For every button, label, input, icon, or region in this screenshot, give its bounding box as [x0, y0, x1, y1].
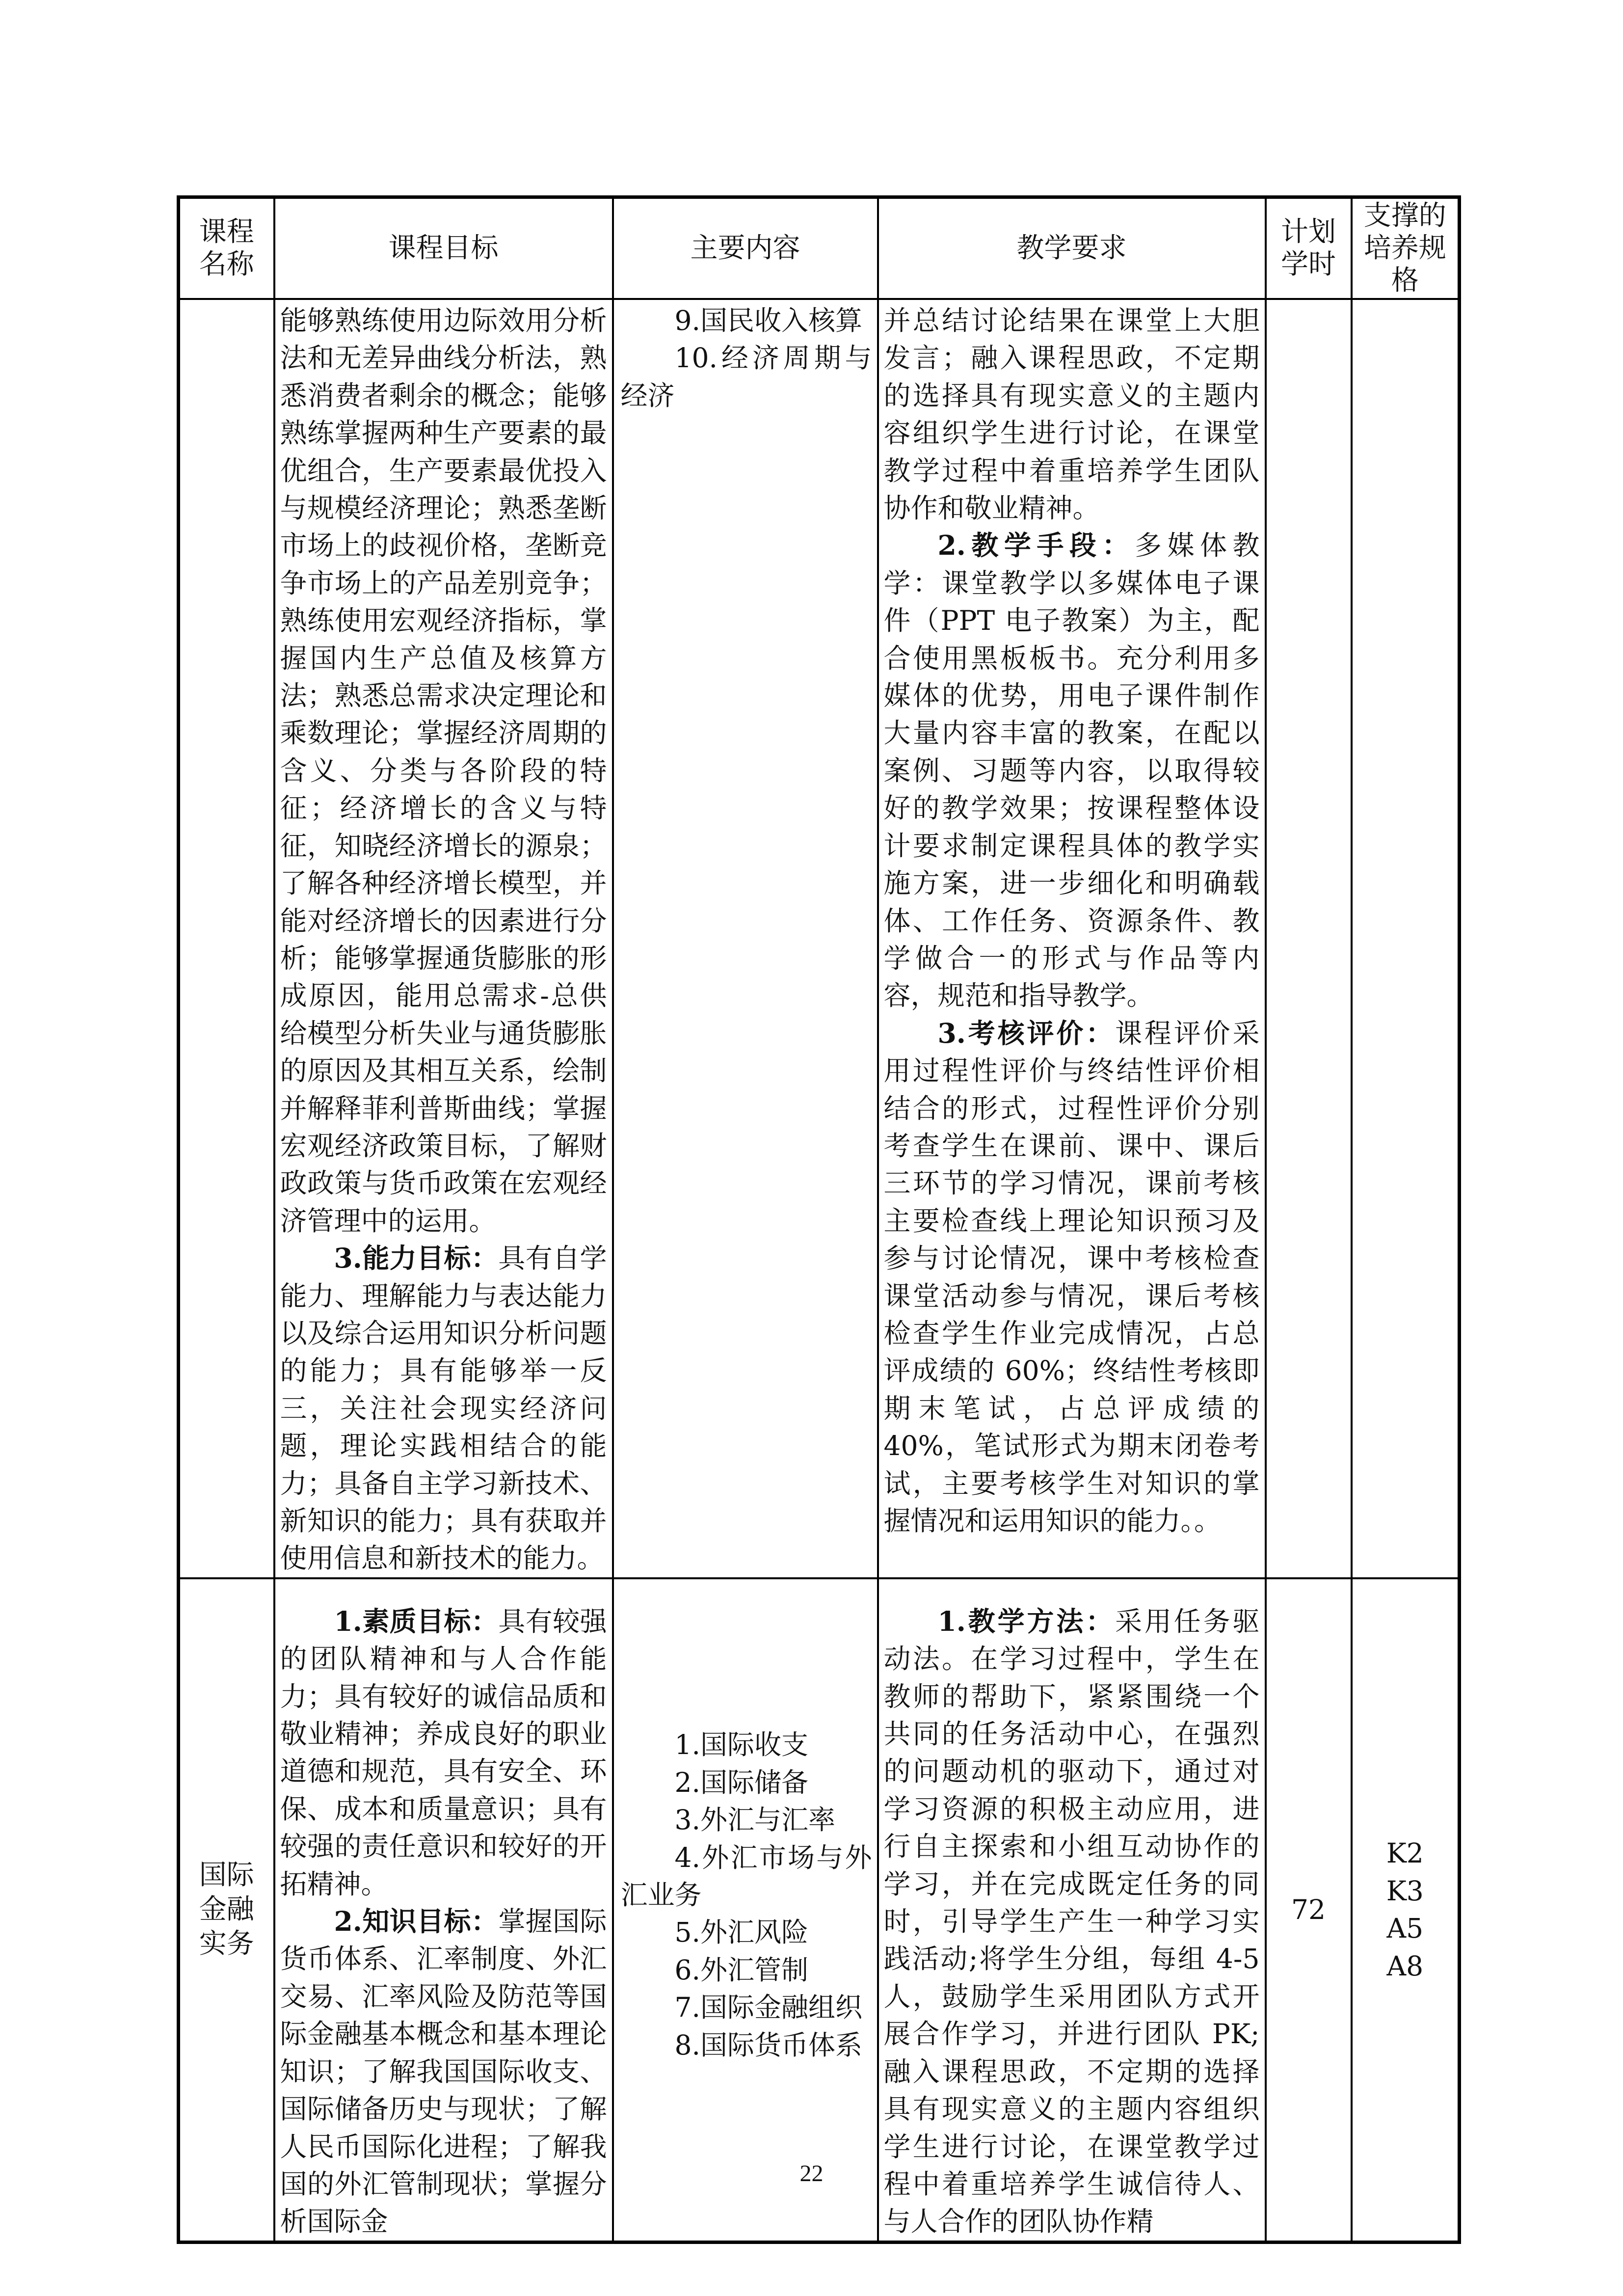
content-item: 5.外汇风险 — [674, 1917, 808, 1948]
curriculum-table — [177, 195, 1461, 2244]
supported-spec-cell: K2 K3 A5 A8 — [1352, 1578, 1460, 2242]
main-content-cell — [613, 1578, 878, 2242]
content-item: 4.外汇市场与外汇业务 — [620, 1841, 872, 1911]
content-item: 10.经济周期与经济 — [620, 342, 872, 411]
header-planned-hours: 计划 学时 — [1266, 197, 1352, 299]
teaching-requirement-cell — [878, 299, 1266, 1578]
goal-paragraph: 2.知识目标：掌握国际货币体系、汇率制度、外汇交易、汇率风险及防范等国际金融基本概念和基本理论知识；了解我国国际收支、国际储备历史与现状；了解人民币国际化进程；了解我国的外汇管制现状；掌握分析国际金 — [280, 1905, 607, 2238]
header-main-content: 主要内容 — [613, 197, 878, 299]
content-item: 7.国际金融组织 — [674, 1992, 862, 2024]
requirement-paragraph: 1.教学方法：采用任务驱动法。在学习过程中，学生在教师的帮助下，紧紧围绕一个共同的任务活动中心，在强烈的问题动机的驱动下，通过对学习资源的积极主动应用，进行自主探索和小组互动协作的学习，并在完成既定任务的同时，引导学生产生一种学习实践活动;将学生分组，每组 4-5 人，鼓励学生采用团队方式开展合作学习，并进行团队 PK;融入课程思政，不定期的选择具有现实意义的主题内容组织学生进行讨论，在课堂教学过程中着重培养学生诚信待人、与人合作的团队协作精 — [883, 1605, 1268, 2238]
content-item: 1.国际收支 — [674, 1729, 808, 1761]
requirement-paragraph: 3.考核评价：课程评价采用过程性评价与终结性评价相结合的形式，过程性评价分别考查学生在课前、课中、课后三环节的学习情况，课前考核主要检查线上理论知识预习及参与讨论情况，课中考核检查课堂活动参与情况，课后考核检查学生作业完成情况，占总评成绩的 60%；终结性考核即期末笔试，占总评成绩的 40%，笔试形式为期末闭卷考试，主要考核学生对知识的掌握情况和运用知识的能力。。 — [883, 1017, 1268, 1537]
header-course-name: 课程 名称 — [179, 197, 274, 299]
goal-paragraph: 能够熟练使用边际效用分析法和无差异曲线分析法，熟悉消费者剩余的概念；能够熟练掌握两种生产要素的最优组合，生产要素最优投入与规模经济理论；熟悉垄断市场上的歧视价格，垄断竞争市场上的产品差别竞争；熟练使用宏观经济指标，掌握国内生产总值及核算方法；熟悉总需求决定理论和乘数理论；掌握经济周期的含义、分类与各阶段的特征；经济增长的含义与特征，知晓经济增长的源泉；了解各种经济增长模型，并能对经济增长的因素进行分析；能够掌握通货膨胀的形成原因，能用总需求-总供给模型分析失业与通货膨胀的原因及其相互关系，绘制并解释菲利普斯曲线；掌握宏观经济政策目标，了解财政政策与货币政策在宏观经济管理中的运用。 — [280, 305, 607, 1237]
content-item: 9.国民收入核算 — [674, 305, 862, 336]
content-item: 6.外汇管制 — [674, 1954, 808, 1986]
teaching-requirement-cell — [878, 1578, 1266, 2242]
planned-hours-cell: 72 — [1266, 1578, 1352, 2242]
table-row — [179, 299, 1460, 1578]
table-row — [179, 1578, 1460, 2242]
header-supported-spec: 支撑的 培养规 格 — [1352, 197, 1460, 299]
content-item: 2.国际储备 — [674, 1766, 808, 1798]
course-goal-cell — [274, 299, 613, 1578]
requirement-paragraph: 并总结讨论结果在课堂上大胆发言；融入课程思政，不定期的选择具有现实意义的主题内容组织学生进行讨论，在课堂教学过程中着重培养学生团队协作和敬业精神。 — [883, 305, 1260, 524]
goal-paragraph: 3.能力目标：具有自学能力、理解能力与表达能力以及综合运用知识分析问题的能力；具有能够举一反三，关注社会现实经济问题，理论实践相结合的能力；具备自主学习新技术、新知识的能力；具有获取并使用信息和新技术的能力。 — [280, 1242, 607, 1574]
planned-hours-cell — [1266, 299, 1352, 1578]
main-content-cell — [613, 299, 878, 1578]
course-name-cell — [179, 299, 274, 1578]
content-item: 3.外汇与汇率 — [674, 1804, 835, 1836]
course-name-cell: 国际 金融 实务 — [179, 1578, 274, 2242]
header-teaching-requirement: 教学要求 — [878, 197, 1266, 299]
table-header-row — [179, 197, 1460, 299]
goal-paragraph: 1.素质目标：具有较强的团队精神和与人合作能力；具有较好的诚信品质和敬业精神；养成良好的职业道德和规范，具有安全、环保、成本和质量意识；具有较强的责任意识和较好的开拓精神。 — [280, 1605, 607, 1900]
content-item: 8.国际货币体系 — [674, 2029, 862, 2061]
supported-spec-cell — [1352, 299, 1460, 1578]
course-goal-cell — [274, 1578, 613, 2242]
page-number: 22 — [799, 2161, 824, 2187]
header-course-goal: 课程目标 — [274, 197, 613, 299]
requirement-paragraph: 2.教学手段：多媒体教学：课堂教学以多媒体电子课件（PPT 电子教案）为主，配合使用黑板板书。充分利用多媒体的优势，用电子课件制作大量内容丰富的教案，在配以案例、习题等内容，以取得较好的教学效果；按课程整体设计要求制定课程具体的教学实施方案，进一步细化和明确载体、工作任务、资源条件、教学做合一的形式与作品等内容，规范和指导教学。 — [883, 529, 1260, 1012]
